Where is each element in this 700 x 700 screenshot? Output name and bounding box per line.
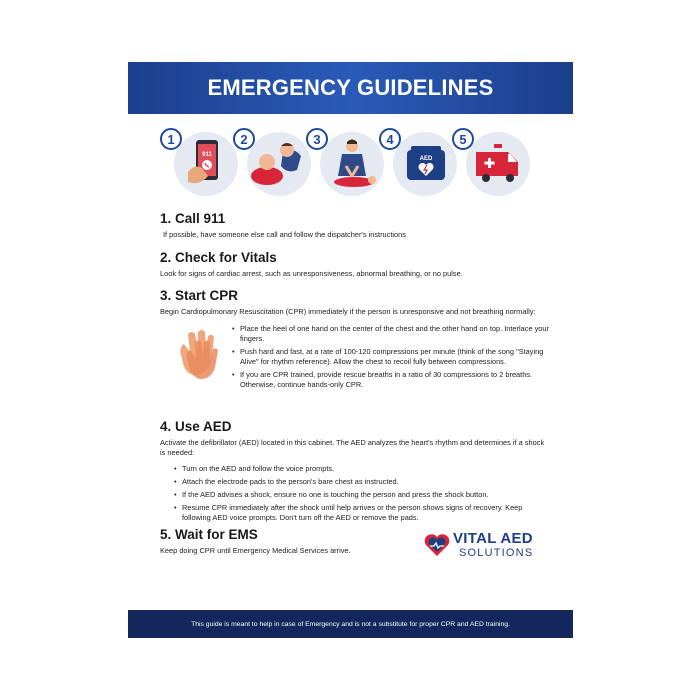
footer-text: This guide is meant to help in case of Emergency and is not a substitute for proper CPR and AED training.: [191, 620, 510, 628]
step-5: [452, 128, 532, 200]
aed-bullet-list: [174, 464, 548, 523]
section-text-call: If possible, have someone else call and follow the dispatcher's instructions: [163, 230, 406, 239]
section-text-cpr: Begin Cardiopulmonary Resuscitation (CPR) immediately if the person is unresponsive and not breathing normally:: [160, 307, 536, 316]
list-item: • Resume CPR immediately after the shock until help arrives or the person shows signs of recovery. Keep following AED voice prompts. Don't turn off the AED or remove the pads.: [174, 503, 548, 523]
ambulance-icon: [466, 132, 530, 196]
cpr-bullet-list: [232, 324, 550, 393]
list-item: • Place the heel of one hand on the center of the chest and the other hand on top. Interlace your fingers.: [232, 324, 550, 344]
guideline-sheet: [128, 62, 573, 638]
header-banner: [128, 62, 573, 114]
step-1: [160, 128, 240, 200]
cpr-hands-icon: [174, 328, 224, 384]
section-text-vitals: Look for signs of cardiac arrest, such as unresponsiveness, abnormal breathing, or no pulse.: [160, 268, 463, 278]
aed-device-label: AED: [419, 156, 433, 162]
step-3: [306, 128, 386, 200]
phone-911-icon: [174, 132, 238, 196]
list-item: • If the AED advises a shock, ensure no one is touching the person and press the shock button.: [174, 490, 548, 500]
list-item: • Turn on the AED and follow the voice prompts.: [174, 464, 548, 474]
section-title-call: 1. Call 911: [160, 211, 226, 226]
check-vitals-icon: [247, 132, 311, 196]
step-2: [233, 128, 313, 200]
list-item: • Push hard and fast, at a rate of 100-120 compressions per minute (think of the song "Staying Alive" for rhythm reference). Allow the chest to recoil fully between compressions.: [232, 347, 550, 367]
step-number: 2: [233, 128, 255, 150]
section-title-cpr: 3. Start CPR: [160, 288, 239, 303]
step-number: 1: [160, 128, 182, 150]
phone-screen-text: 911: [202, 152, 212, 158]
brand-subname: SOLUTIONS: [459, 546, 534, 559]
footer-disclaimer: [128, 610, 573, 638]
brand-logo: [423, 528, 553, 564]
ems-row: [160, 526, 550, 566]
section-title-aed: 4. Use AED: [160, 418, 232, 434]
section-text-ems: Keep doing CPR until Emergency Medical Services arrive.: [160, 545, 351, 555]
aed-device-icon: [393, 132, 457, 196]
heart-logo-icon: [423, 532, 451, 558]
section-text-aed: Activate the defibrillator (AED) located in this cabinet. The AED analyzes the heart's rhythm and determines if a shock is needed:: [160, 437, 545, 457]
cpr-details: [160, 324, 550, 410]
step-number: 4: [379, 128, 401, 150]
section-title-vitals: 2. Check for Vitals: [160, 249, 277, 265]
step-4: [379, 128, 459, 200]
cpr-person-icon: [320, 132, 384, 196]
brand-name: VITAL AED: [453, 529, 533, 547]
step-number: 3: [306, 128, 328, 150]
section-title-ems: 5. Wait for EMS: [160, 526, 258, 542]
page-title: EMERGENCY GUIDELINES: [207, 75, 494, 100]
list-item: • If you are CPR trained, provide rescue breaths in a ratio of 30 compressions to 2 breaths. Otherwise, continue hands-only CPR.: [232, 370, 550, 390]
step-number: 5: [452, 128, 474, 150]
instructions: [160, 210, 550, 566]
list-item: • Attach the electrode pads to the person's bare chest as instructed.: [174, 477, 548, 487]
steps-icon-row: [128, 128, 573, 200]
